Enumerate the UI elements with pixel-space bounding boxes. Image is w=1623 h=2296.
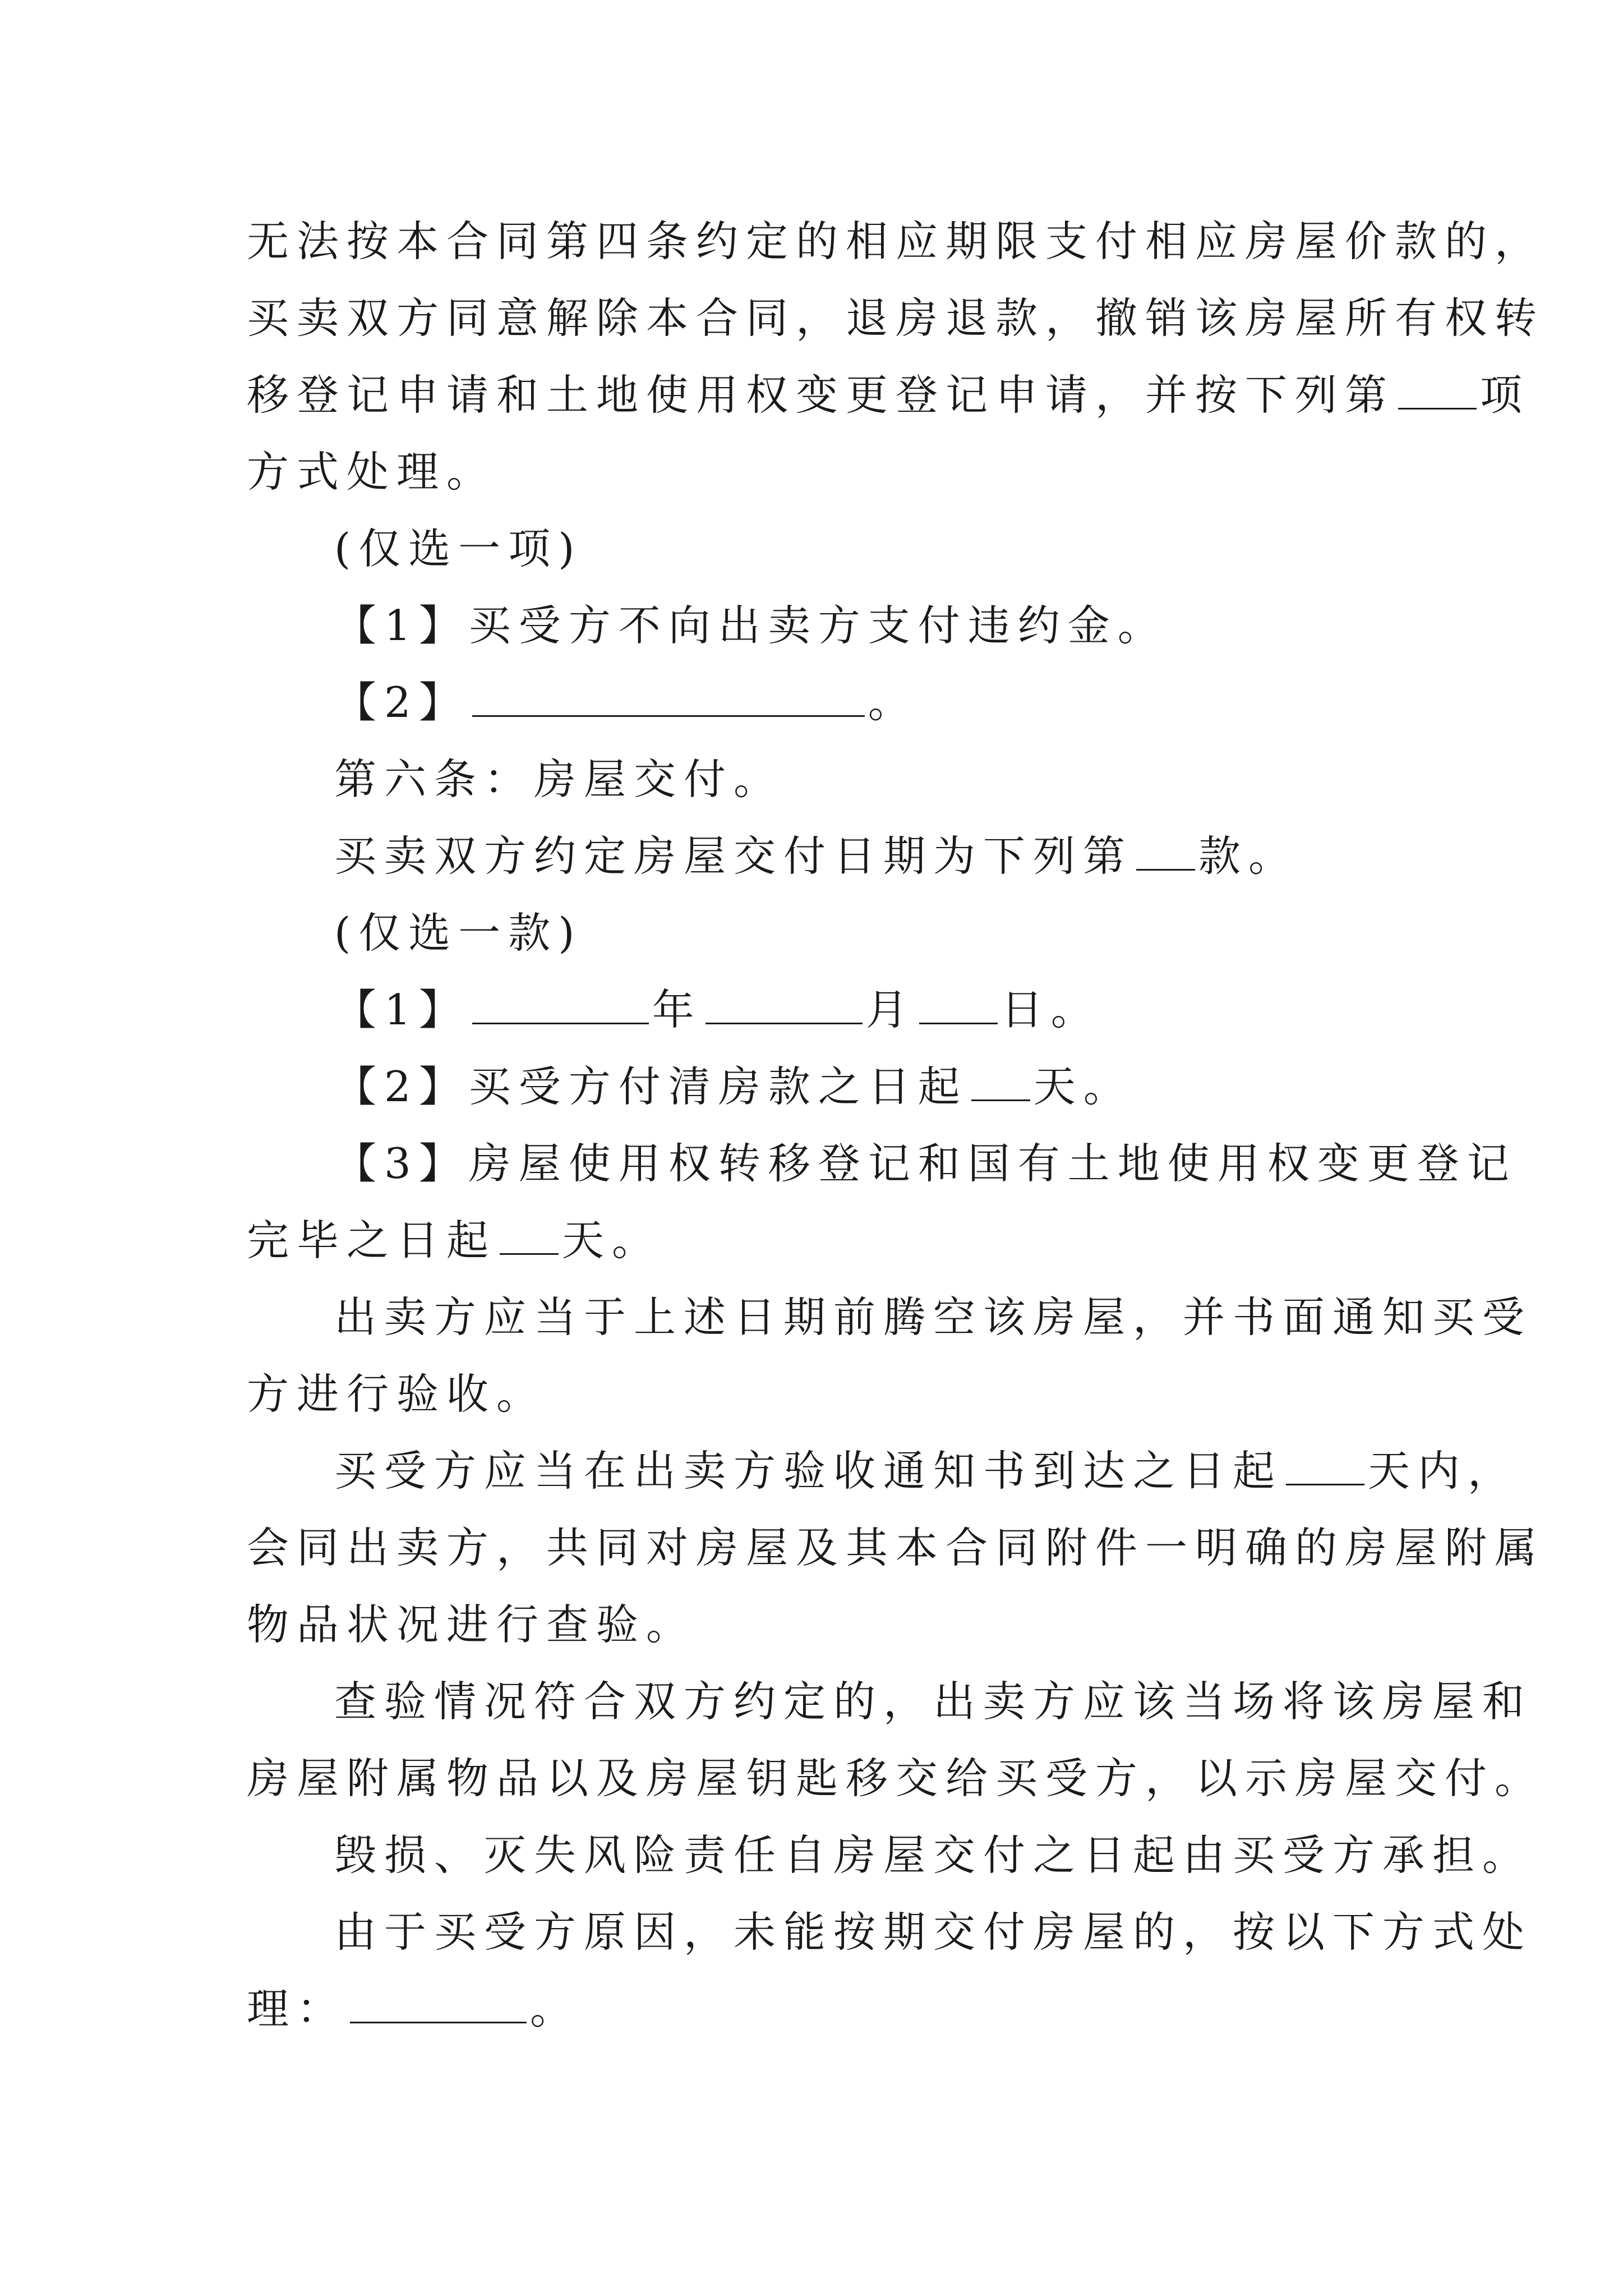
document-line <box>334 905 583 961</box>
document-line <box>334 1289 1532 1345</box>
line-text: 【2】 <box>334 678 469 727</box>
line-text: 第六条：房屋交付。 <box>334 754 784 804</box>
document-line <box>247 213 1544 269</box>
document-line <box>247 290 1544 346</box>
line-text: 天。 <box>1033 1062 1133 1111</box>
line-text: 查验情况符合双方约定的，出卖方应该当场将该房屋和 <box>334 1677 1533 1726</box>
document-line <box>334 982 1101 1038</box>
document-line <box>247 367 1530 423</box>
fill-in-blank <box>919 988 998 1024</box>
line-text: 方进行验收。 <box>247 1369 547 1419</box>
document-line <box>334 597 1168 654</box>
line-text: 【3】房屋使用权转移登记和国有土地使用权变更登记 <box>334 1139 1517 1188</box>
line-text: 会同出卖方，共同对房屋及其本合同附件一明确的房屋附属 <box>247 1523 1545 1572</box>
fill-in-blank <box>500 1218 559 1255</box>
document-line <box>334 1673 1532 1729</box>
document-line <box>334 674 918 730</box>
line-text: 出卖方应当于上述日期前腾空该房屋，并书面通知买受 <box>334 1292 1533 1342</box>
line-text: 无法按本合同第四条约定的相应期限支付相应房屋价款的， <box>247 217 1545 266</box>
line-text: 物品状况进行查验。 <box>247 1600 697 1649</box>
document-line <box>247 1750 1544 1806</box>
line-text: 由于买受方原因，未能按期交付房屋的，按以下方式处 <box>334 1907 1533 1957</box>
document-line <box>247 1212 662 1268</box>
line-text: 移登记申请和土地使用权变更登记申请，并按下列第 <box>247 370 1395 420</box>
line-text: (仅选一项) <box>334 524 583 573</box>
document-line <box>334 1904 1532 1960</box>
line-text: 天。 <box>562 1216 662 1265</box>
line-text: 款。 <box>1198 831 1299 881</box>
fill-in-blank <box>472 680 865 717</box>
document-line <box>247 1366 546 1422</box>
line-text: 买卖双方同意解除本合同，退房退款，撤销该房屋所有权转 <box>247 293 1545 343</box>
line-text: 月 <box>865 985 916 1034</box>
fill-in-blank <box>1136 834 1195 871</box>
fill-in-blank <box>472 988 649 1024</box>
line-text: 完毕之日起 <box>247 1216 497 1265</box>
line-text: 年 <box>652 985 702 1034</box>
line-text: (仅选一款) <box>334 908 583 958</box>
document-line <box>247 1981 580 2037</box>
fill-in-blank <box>1286 1449 1364 1485</box>
line-text: 毁损、灭失风险责任自房屋交付之日起由买受方承担。 <box>334 1830 1533 1880</box>
line-text: 买卖双方约定房屋交付日期为下列第 <box>334 831 1133 881</box>
line-text: 理： <box>247 1984 347 2033</box>
fill-in-blank <box>1398 373 1477 409</box>
line-text: 天内， <box>1368 1446 1518 1496</box>
line-text: 日。 <box>1000 985 1101 1034</box>
document-line <box>334 828 1298 884</box>
document-line <box>334 1443 1518 1499</box>
document-line <box>247 1596 696 1653</box>
line-text: 房屋附属物品以及房屋钥匙移交给买受方，以示房屋交付。 <box>247 1754 1545 1803</box>
document-line <box>334 1135 1517 1191</box>
fill-in-blank <box>350 1987 527 2023</box>
fill-in-blank <box>971 1065 1030 1101</box>
line-text: 项 <box>1480 370 1530 420</box>
line-text: 方式处理。 <box>247 447 497 496</box>
line-text: 。 <box>868 678 918 727</box>
document-line <box>247 1520 1544 1576</box>
document-line <box>247 444 496 500</box>
line-text: 【1】 <box>334 985 469 1034</box>
document-line <box>334 1827 1532 1883</box>
document-line <box>334 521 583 577</box>
line-text: 【2】买受方付清房款之日起 <box>334 1062 968 1111</box>
document-line <box>334 1059 1133 1115</box>
line-text: 【1】买受方不向出卖方支付违约金。 <box>334 601 1168 650</box>
fill-in-blank <box>706 988 863 1024</box>
line-text: 买受方应当在出卖方验收通知书到达之日起 <box>334 1446 1283 1496</box>
document-line <box>334 751 783 807</box>
line-text: 。 <box>530 1984 580 2033</box>
